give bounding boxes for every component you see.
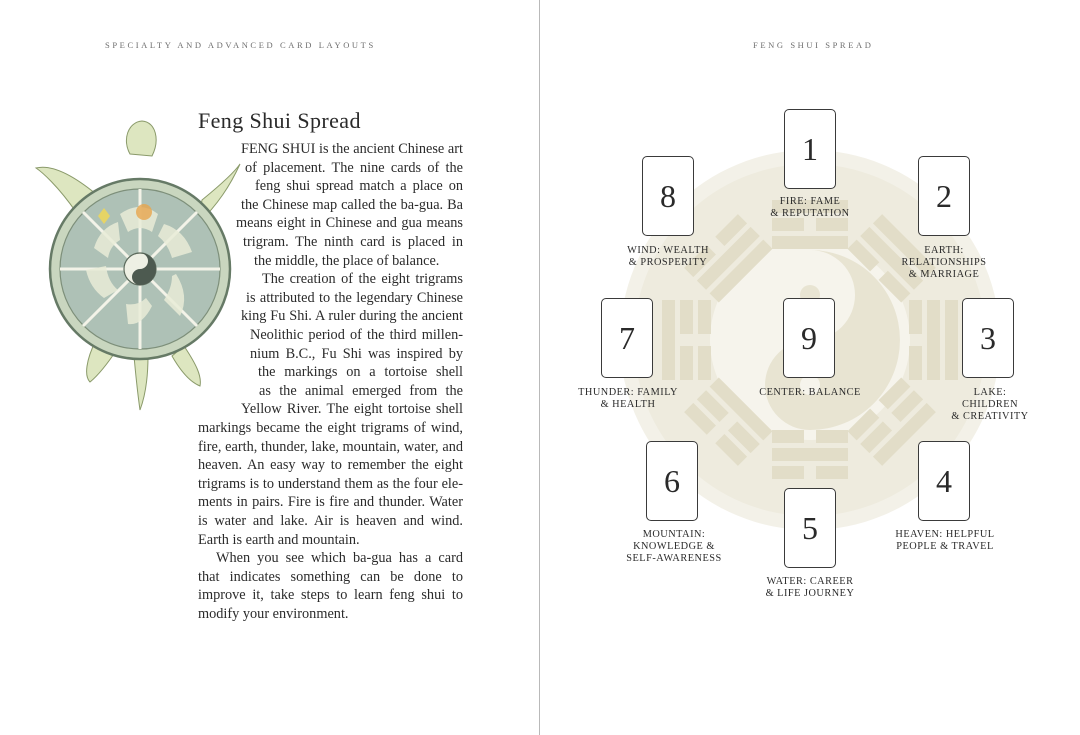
card-3: 3 bbox=[962, 298, 1014, 378]
text-line: trigrams is to understand them as the four ele- bbox=[198, 476, 463, 492]
card-7: 7 bbox=[601, 298, 653, 378]
text-line: means eight in Chinese and gua means bbox=[236, 215, 463, 231]
text-line: Earth is earth and mountain. bbox=[198, 532, 360, 548]
running-head-left: SPECIALTY AND ADVANCED CARD LAYOUTS bbox=[105, 40, 376, 50]
text-line: Neolithic period of the third millen- bbox=[250, 327, 463, 343]
left-page bbox=[0, 0, 539, 735]
card-3-label: LAKE: CHILDREN & CREATIVITY bbox=[951, 387, 1029, 422]
card-7-label: THUNDER: FAMILY & HEALTH bbox=[578, 387, 678, 410]
text-line: as the animal emerged from the bbox=[259, 383, 463, 399]
card-4: 4 bbox=[918, 441, 970, 521]
text-line: markings became the eight trigrams of wind, bbox=[198, 420, 463, 436]
card-2-label: EARTH: RELATIONSHIPS & MARRIAGE bbox=[901, 245, 987, 280]
text-line: nium B.C., Fu Shi was inspired by bbox=[250, 346, 463, 362]
card-9-label: CENTER: BALANCE bbox=[759, 387, 861, 398]
right-page bbox=[540, 0, 1080, 735]
text-line: the middle, the place of balance. bbox=[254, 253, 440, 269]
text-line: of placement. The nine cards of the bbox=[245, 160, 463, 176]
text-line: improve it, take steps to learn feng shui to bbox=[198, 587, 463, 603]
card-5: 5 bbox=[784, 488, 836, 568]
turtle-illustration bbox=[34, 120, 244, 412]
text-line: ments in pairs. Fire is fire and thunder. Water bbox=[198, 494, 463, 510]
text-line: is attributed to the legendary Chinese bbox=[246, 290, 463, 306]
text-line: heaven. An easy way to remember the eight bbox=[198, 457, 463, 473]
text-line: Yellow River. The eight tortoise shell bbox=[241, 401, 463, 417]
card-4-label: HEAVEN: HELPFUL PEOPLE & TRAVEL bbox=[895, 529, 995, 552]
text-line: is water and lake. Air is heaven and wind. bbox=[198, 513, 463, 529]
text-line: modify your environment. bbox=[198, 606, 349, 622]
bagua-diagram bbox=[540, 0, 1080, 735]
text-line: The creation of the eight trigrams bbox=[262, 271, 463, 287]
text-line: trigram. The ninth card is placed in bbox=[243, 234, 463, 250]
card-1: 1 bbox=[784, 109, 836, 189]
card-6: 6 bbox=[646, 441, 698, 521]
card-6-label: MOUNTAIN: KNOWLEDGE & SELF-AWARENESS bbox=[626, 529, 722, 564]
card-5-label: WATER: CAREER & LIFE JOURNEY bbox=[765, 576, 855, 599]
card-8: 8 bbox=[642, 156, 694, 236]
card-9: 9 bbox=[783, 298, 835, 378]
text-line: that indicates something can be done to bbox=[198, 569, 463, 585]
card-2: 2 bbox=[918, 156, 970, 236]
page-title: Feng Shui Spread bbox=[198, 108, 361, 133]
text-line: fire, earth, thunder, lake, mountain, water, and bbox=[198, 439, 463, 455]
card-8-label: WIND: WEALTH & PROSPERITY bbox=[627, 245, 709, 268]
text-line: When you see which ba-gua has a card bbox=[216, 550, 463, 566]
text-line: king Fu Shi. A ruler during the ancient bbox=[241, 308, 463, 324]
text-line: FENG SHUI is the ancient Chinese art bbox=[241, 141, 463, 157]
running-head-right: FENG SHUI SPREAD bbox=[753, 40, 874, 50]
card-1-label: FIRE: FAME & REPUTATION bbox=[770, 196, 850, 219]
text-line: feng shui spread match a place on bbox=[255, 178, 463, 194]
text-line: the Chinese map called the ba-gua. Ba bbox=[241, 197, 463, 213]
text-line: the markings on a tortoise shell bbox=[258, 364, 463, 380]
